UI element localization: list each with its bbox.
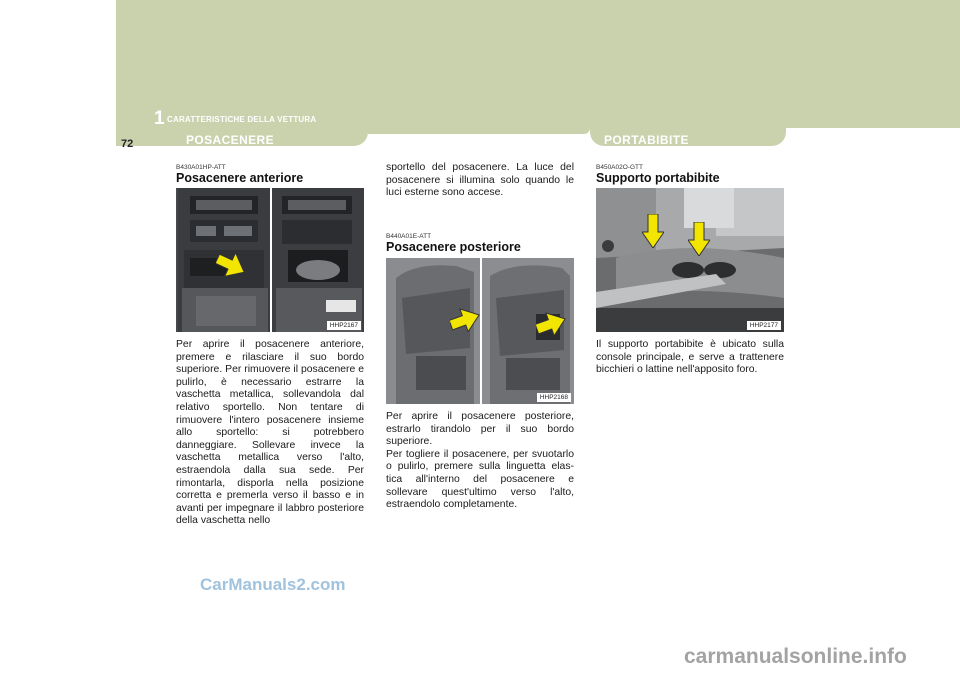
cup-holder-paragraph: Il supporto portabibite è ubicato sulla console principale, e serve a trattenere bicchieri o lattine nell'apposito foro. (596, 339, 784, 376)
header-band (116, 0, 960, 128)
front-ashtray-code: B430A01HP-ATT (176, 164, 226, 171)
cup-holder-photo (596, 188, 784, 332)
rear-ashtray-code: B440A01E-ATT (386, 233, 432, 240)
front-ashtray-photo (176, 188, 364, 332)
front-ashtray-paragraph: Per aprire il posacenere anteriore, premere e rilasciare il suo bordo superiore. Per rimuovere il posacenere e pulirlo, è necessario estrarre la vaschetta metallica, sollevandola dal relativo sportello. Non tentare di rimuovere l'intero posacenere insieme allo sportello: si potrebbero danneggiare. Sollevare invece la vaschetta metallica verso l'alto, estraendola dalla sua sede. Per rimontarla, disporla nella posizione corretta e premerla verso il basso e in avanti per impegnare il labbro posteriore della vaschetta nello (176, 339, 364, 527)
chapter-number: 1 (154, 108, 165, 129)
front-ashtray-heading: Posacenere anteriore (176, 171, 304, 185)
arrow-icon (450, 308, 480, 332)
cup-holder-code: B450A02O-GTT (596, 164, 643, 171)
continuation-text (386, 162, 574, 200)
watermark-carmanualsonline: carmanualsonline.info (684, 645, 907, 668)
rear-ashtray-photo (386, 258, 574, 404)
chapter-title: CARATTERISTICHE DELLA VETTURA (167, 115, 317, 124)
arrow-icon (216, 252, 246, 278)
cup-holder-text (596, 339, 784, 377)
section-title-portabibite: PORTABIBITE (604, 133, 689, 147)
watermark-carmanuals2: CarManuals2.com (200, 575, 346, 594)
rear-ashtray-paragraph-1: Per aprire il posacenere posteriore, estrarlo tirandolo per il suo bordo superiore. (386, 411, 574, 448)
section-title-posacenere: POSACENERE (186, 133, 275, 147)
arrow-icon (642, 214, 664, 248)
page-number: 72 (121, 138, 134, 150)
rear-ashtray-photo-label: HHP2168 (537, 393, 571, 402)
front-ashtray-text (176, 339, 364, 528)
arrow-icon (536, 312, 566, 336)
arrow-icon (688, 222, 710, 256)
band-connector (368, 128, 590, 134)
cup-holder-photo-label: HHP2177 (747, 321, 781, 330)
continuation-paragraph: sportello del posacenere. La luce del posacenere si illumina solo quando le luci esterne sono accese. (386, 162, 574, 199)
rear-ashtray-paragraph-2: Per togliere il posacenere, per svuotarlo o pulirlo, premere sulla linguetta elas- tica all'interno del posacenere e sollevare quest'ultimo verso l'alto, estraendolo completamente. (386, 448, 574, 511)
cup-holder-heading: Supporto portabibite (596, 171, 720, 185)
rear-ashtray-text (386, 411, 574, 512)
rear-ashtray-heading: Posacenere posteriore (386, 240, 521, 254)
front-ashtray-photo-label: HHP2167 (327, 321, 361, 330)
